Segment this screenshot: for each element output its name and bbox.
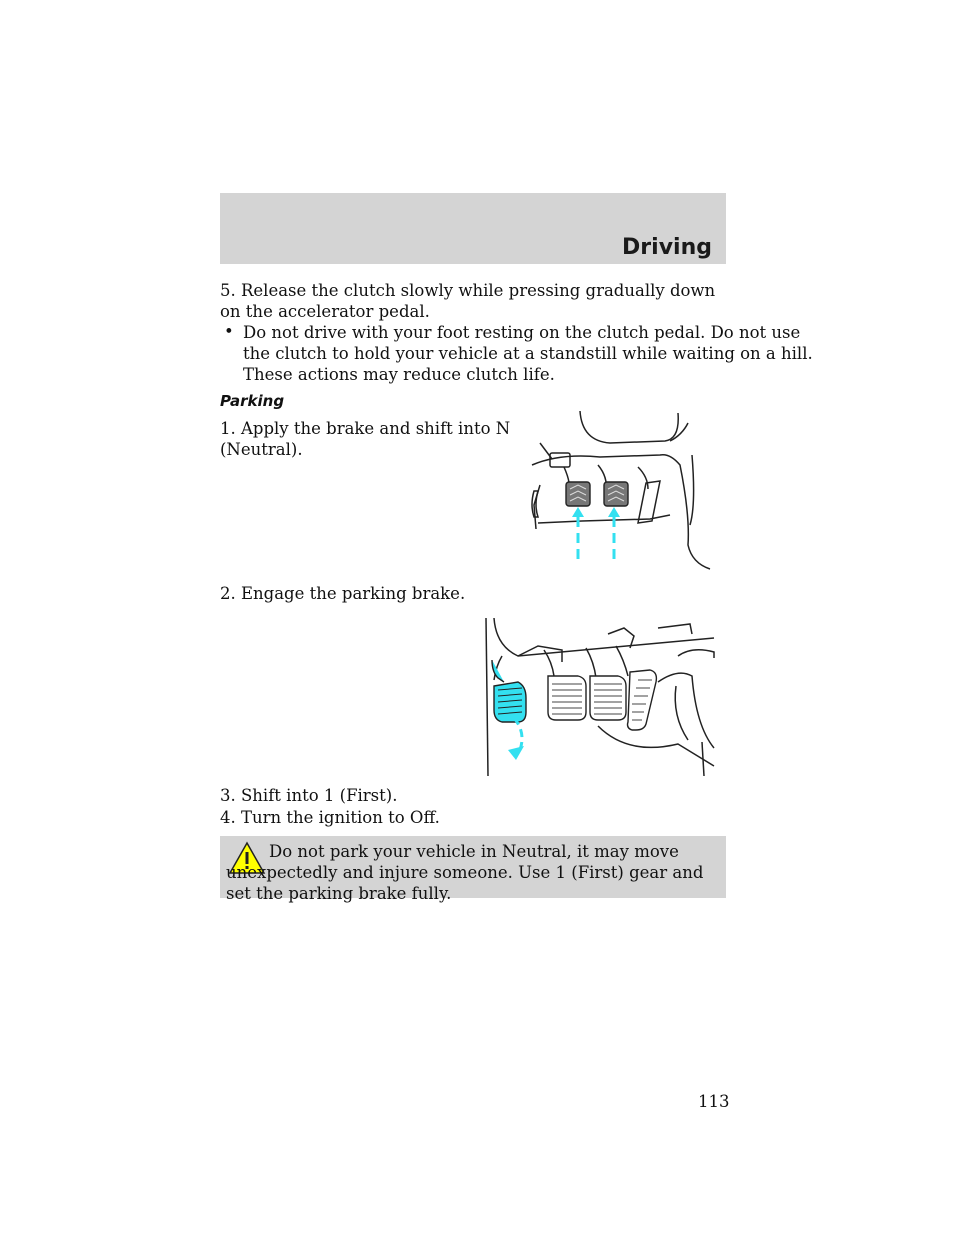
page-number: 113 (698, 1092, 730, 1111)
parking-step-2: 2. Engage the parking brake. (220, 584, 466, 603)
bullet-line-3: These actions may reduce clutch life. (243, 365, 555, 384)
bullet-line-2: the clutch to hold your vehicle at a standstill while waiting on a hill. (243, 344, 813, 363)
parking-heading: Parking (220, 392, 285, 410)
parking-step-4: 4. Turn the ignition to Off. (220, 808, 440, 827)
parking-step-1-line-2: (Neutral). (220, 440, 303, 459)
section-title: Driving (622, 235, 712, 260)
step-5-text: 5. Release the clutch slowly while pressing gradually down on the accelerator pedal. (220, 281, 716, 321)
bullet-symbol: • (224, 322, 234, 341)
header-band (220, 193, 726, 264)
bullet-line-1: Do not drive with your foot resting on the clutch pedal. Do not use (243, 323, 801, 342)
warning-text: Do not park your vehicle in Neutral, it may move unexpectedly and injure someone. Use 1 (First) gear and set the parking brake fully. (226, 842, 704, 903)
parking-brake-pedal-figure (478, 616, 718, 780)
warning-box (220, 836, 726, 903)
parking-step-1-line-1: 1. Apply the brake and shift into N (220, 419, 511, 438)
parking-step-3: 3. Shift into 1 (First). (220, 786, 398, 805)
clutch-and-brake-pedals-figure (520, 405, 720, 575)
